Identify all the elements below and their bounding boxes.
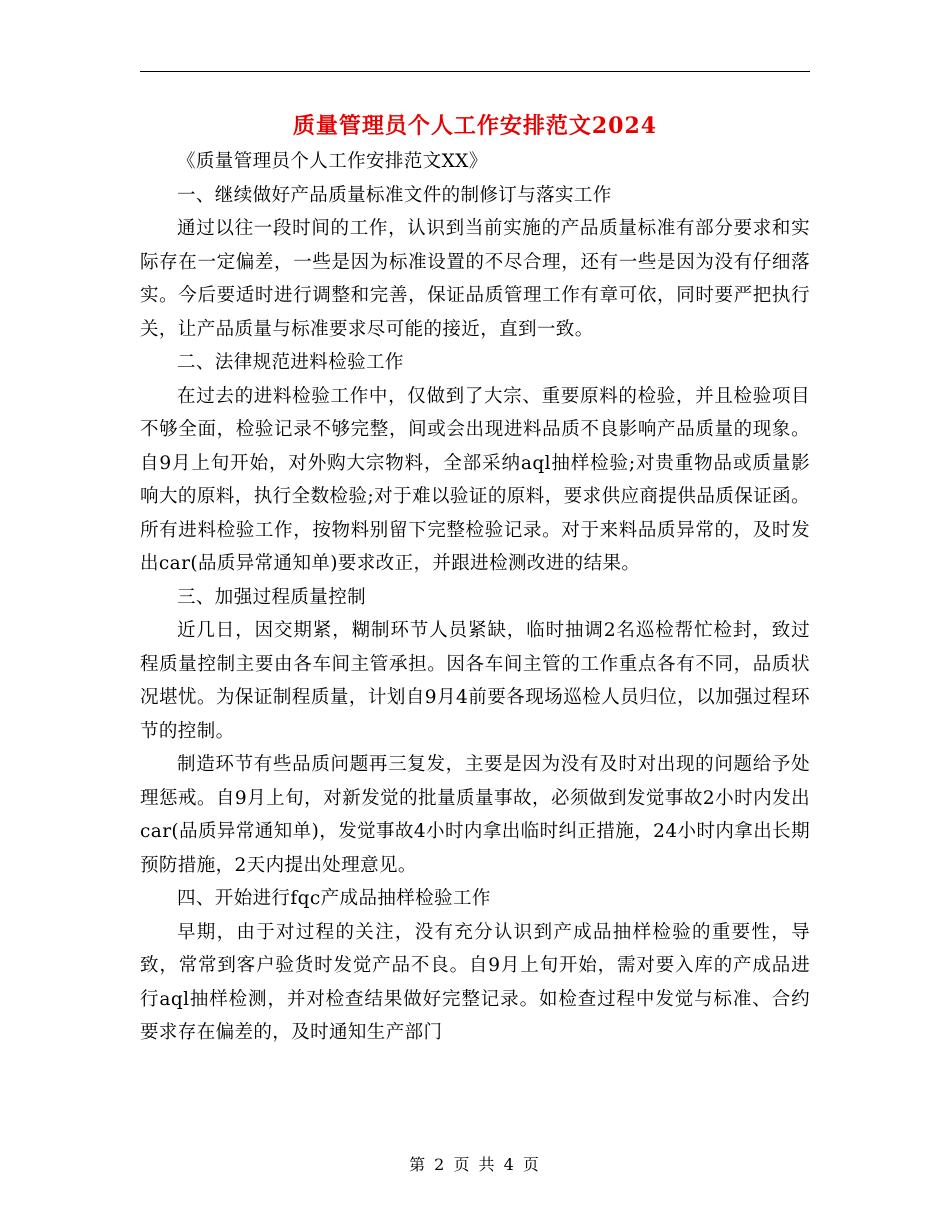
- document-body: [140, 145, 810, 1050]
- header-rule: [140, 71, 810, 72]
- section-heading-3: 三、加强过程质量控制: [177, 586, 367, 608]
- section-heading-4: 四、开始进行fqc产成品抽样检验工作: [177, 888, 491, 909]
- document-title: 质量管理员个人工作安排范文2024: [292, 113, 658, 139]
- section-heading-2: 二、法律规范进料检验工作: [177, 352, 404, 373]
- paragraph: 早期，由于对过程的关注，没有充分认识到产成品抽样检验的重要性，导致，常常到客户验货时发觉产品不良。自9月上旬开始，需对要入库的产成品进行aql抽样检测，并对检查结果做好完整记录。如检查过程中发觉与标准、合约要求存在偏差的，及时通知生产部门: [140, 921, 810, 1043]
- section-heading-1: 一、继续做好产品质量标准文件的制修订与落实工作: [177, 184, 612, 206]
- paragraph: 通过以往一段时间的工作，认识到当前实施的产品质量标准有部分要求和实际存在一定偏差，一些是因为标准设置的不尽合理，还有一些是因为没有仔细落实。今后要适时进行调整和完善，保证品质管理工作有章可依，同时要严把执行关，让产品质量与标准要求尽可能的接近，直到一致。: [140, 218, 810, 340]
- paragraph: 近几日，因交期紧，糊制环节人员紧缺，临时抽调2名巡检帮忙检封，致过程质量控制主要由各车间主管承担。因各车间主管的工作重点各有不同，品质状况堪忧。为保证制程质量，计划自9月4前要各现场巡检人员归位，以加强过程环节的控制。: [140, 620, 810, 742]
- paragraph: 制造环节有些品质问题再三复发，主要是因为没有及时对出现的问题给予处理惩戒。自9月上旬，对新发觉的批量质量事故，必须做到发觉事故2小时内发出car(品质异常通知单)，发觉事故4小时内拿出临时纠正措施，24小时内拿出长期预防措施，2天内提出处理意见。: [140, 754, 810, 876]
- paragraph-subtitle: 《质量管理员个人工作安排范文XX》: [177, 151, 488, 172]
- page-number-footer: 第 2 页 共 4 页: [409, 1155, 541, 1174]
- paragraph: 在过去的进料检验工作中，仅做到了大宗、重要原料的检验，并且检验项目不够全面，检验记录不够完整，间或会出现进料品质不良影响产品质量的现象。自9月上旬开始，对外购大宗物料，全部采纳aql抽样检验;对贵重物品或质量影响大的原料，执行全数检验;对于难以验证的原料，要求供应商提供品质保证函。所有进料检验工作，按物料别留下完整检验记录。对于来料品质异常的，及时发出car(品质异常通知单)要求改正，并跟进检测改进的结果。: [140, 385, 810, 574]
